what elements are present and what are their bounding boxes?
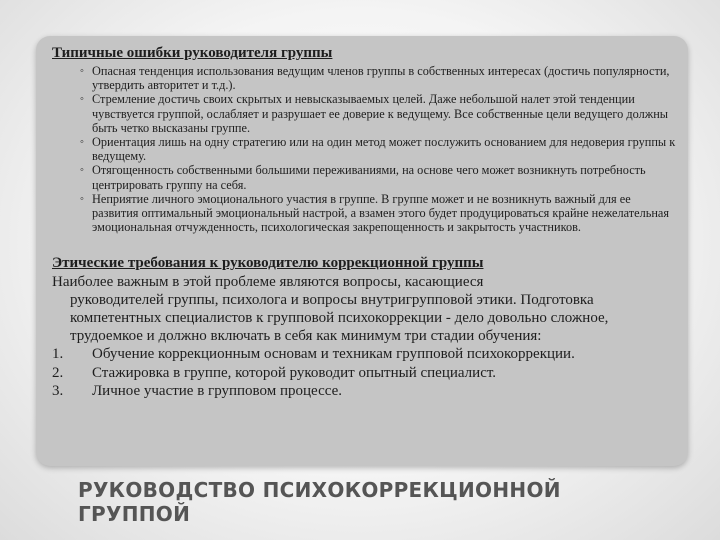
training-stages-list bbox=[52, 345, 678, 400]
step-number: 1. bbox=[52, 346, 64, 363]
step-text: Стажировка в группе, которой руководит опытный специалист. bbox=[92, 364, 497, 381]
bullet-icon: ◦ bbox=[80, 93, 84, 106]
intro-rest: руководителей группы, психолога и вопросы внутригрупповой этики. Подготовка компетентных специалистов к групповой психокоррекции - дело довольно сложное, трудоемкое и должно включать в себя как минимум три стадии обучения: bbox=[70, 291, 609, 345]
ethics-section bbox=[52, 254, 678, 400]
list-item bbox=[52, 345, 678, 363]
mistakes-list bbox=[52, 64, 678, 234]
list-item bbox=[52, 382, 678, 400]
step-number: 2. bbox=[52, 364, 64, 381]
list-item: ◦ Отягощенность собственными большими переживаниями, на основе чего может возникнуть потребность центрировать группу на себя. bbox=[80, 163, 646, 192]
step-number: 3. bbox=[52, 382, 64, 399]
section2-heading: Этические требования к руководителю коррекционной группы bbox=[52, 255, 484, 272]
slide-title: РУКОВОДСТВО ПСИХОКОРРЕКЦИОННОЙ ГРУППОЙ bbox=[78, 478, 561, 526]
list-item: ◦ Опасная тенденция использования ведущим членов группы в собственных интересах (достичь популярности, утвердить авторитет и т.д.). bbox=[80, 64, 670, 93]
bullet-icon: ◦ bbox=[80, 192, 84, 205]
intro-first-line: Наиболее важным в этой проблеме являются вопросы, касающиеся bbox=[52, 273, 484, 290]
section1-heading: Типичные ошибки руководителя группы bbox=[52, 45, 333, 61]
list-item: ◦ Неприятие личного эмоционального участия в группе. В группе может и не возникнуть важный для ее развития оптимальный эмоциональный настрой, а взамен этого будет продуцироваться крайне нежелательная эмоциональная отчужденность, психологическая закрепощенность и закрытость участников. bbox=[80, 191, 670, 235]
step-text: Личное участие в групповом процессе. bbox=[92, 382, 342, 399]
list-item: ◦ Стремление достичь своих скрытых и невысказываемых целей. Даже небольшой налет этой тенденции чувствуется группой, ослабляет и разрушает ее доверие к ведущему. Все собственные цели ведущего должны быть четко высказаны группе. bbox=[80, 92, 669, 135]
ethics-intro bbox=[52, 273, 678, 346]
bullet-icon: ◦ bbox=[80, 65, 84, 77]
slide-content bbox=[52, 44, 678, 400]
list-item bbox=[52, 364, 678, 382]
list-item: ◦ Ориентация лишь на одну стратегию или на один метод может послужить основанием для недоверия группы к ведущему. bbox=[80, 135, 676, 164]
bullet-icon: ◦ bbox=[80, 164, 84, 177]
bullet-icon: ◦ bbox=[80, 136, 84, 149]
step-text: Обучение коррекционным основам и техникам групповой психокоррекции. bbox=[92, 346, 575, 363]
